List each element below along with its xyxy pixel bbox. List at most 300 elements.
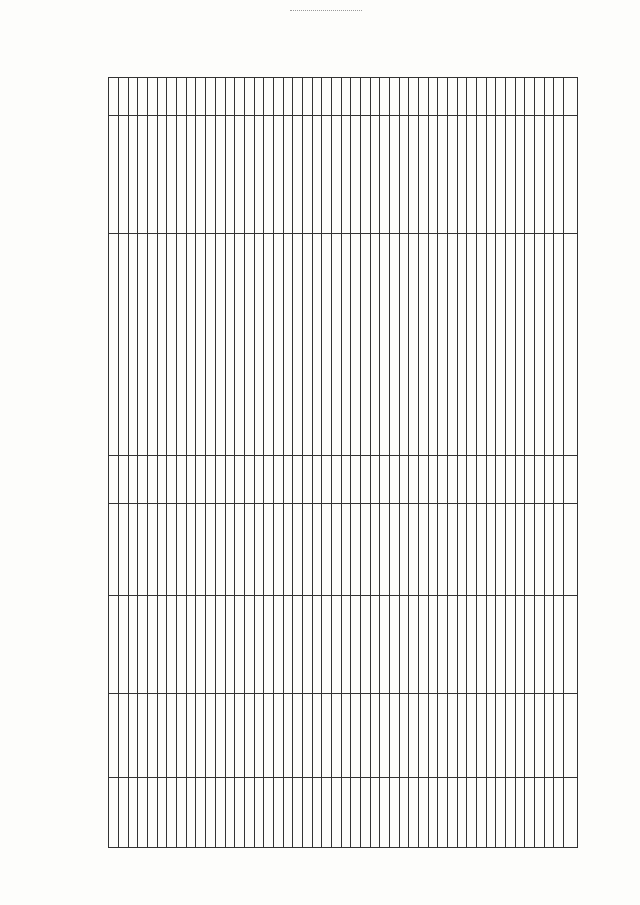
table-cell xyxy=(225,116,235,234)
table-cell xyxy=(380,596,390,694)
table-cell xyxy=(273,116,283,234)
table-cell xyxy=(447,78,457,116)
table-cell xyxy=(457,596,467,694)
table-cell xyxy=(322,78,332,116)
table-cell xyxy=(457,504,467,596)
table-cell xyxy=(351,596,361,694)
table-row xyxy=(399,78,409,848)
table-cell xyxy=(109,78,119,116)
table-row xyxy=(293,78,303,848)
table-cell xyxy=(283,234,293,456)
table-cell xyxy=(186,456,196,504)
table-row xyxy=(254,78,264,848)
table-cell xyxy=(447,116,457,234)
table-cell xyxy=(206,78,216,116)
table-cell xyxy=(273,78,283,116)
table-row xyxy=(428,78,438,848)
table-cell xyxy=(157,456,167,504)
table-cell xyxy=(293,456,303,504)
table-cell xyxy=(418,116,428,234)
table-cell xyxy=(148,78,158,116)
table-cell xyxy=(389,504,399,596)
table-cell xyxy=(138,234,148,456)
table-cell xyxy=(302,116,312,234)
table-cell xyxy=(535,596,545,694)
table-cell xyxy=(409,456,419,504)
scan-mark xyxy=(290,10,362,11)
table-cell xyxy=(418,694,428,778)
table-header-cell xyxy=(564,596,578,694)
table-cell xyxy=(515,456,525,504)
table-cell xyxy=(167,504,177,596)
table-cell xyxy=(370,116,380,234)
table-cell xyxy=(389,78,399,116)
table-cell xyxy=(428,694,438,778)
table-cell xyxy=(544,504,554,596)
table-cell xyxy=(476,596,486,694)
table-cell xyxy=(360,778,370,848)
table-cell xyxy=(389,596,399,694)
table-cell xyxy=(186,116,196,234)
table-cell xyxy=(389,456,399,504)
table-cell xyxy=(302,504,312,596)
table-row xyxy=(544,78,554,848)
table-cell xyxy=(157,504,167,596)
table-cell xyxy=(380,778,390,848)
table-cell xyxy=(177,116,187,234)
table-cell xyxy=(322,596,332,694)
table-cell xyxy=(506,116,516,234)
table-cell xyxy=(506,504,516,596)
table-cell xyxy=(235,78,245,116)
table-cell xyxy=(535,78,545,116)
table-cell xyxy=(370,456,380,504)
table-cell xyxy=(525,778,535,848)
table-cell xyxy=(128,116,138,234)
table-cell xyxy=(128,234,138,456)
table-cell xyxy=(506,596,516,694)
table-cell xyxy=(486,78,496,116)
table-cell xyxy=(119,116,129,234)
table-cell xyxy=(457,778,467,848)
table-cell xyxy=(138,504,148,596)
table-row xyxy=(447,78,457,848)
table-cell xyxy=(148,778,158,848)
table-cell xyxy=(476,234,486,456)
table-row xyxy=(273,78,283,848)
table-cell xyxy=(544,778,554,848)
table-cell xyxy=(109,234,119,456)
table-cell xyxy=(148,234,158,456)
table-cell xyxy=(177,596,187,694)
table-cell xyxy=(302,234,312,456)
table-cell xyxy=(128,778,138,848)
table-cell xyxy=(322,694,332,778)
table-cell xyxy=(467,456,477,504)
table-cell xyxy=(515,234,525,456)
table-cell xyxy=(486,234,496,456)
table-cell xyxy=(351,456,361,504)
table-cell xyxy=(476,694,486,778)
table-row xyxy=(515,78,525,848)
table-cell xyxy=(341,694,351,778)
table-cell xyxy=(273,504,283,596)
table-cell xyxy=(438,596,448,694)
table-cell xyxy=(215,596,225,694)
table-cell xyxy=(331,78,341,116)
table-cell xyxy=(535,504,545,596)
table-row xyxy=(496,78,506,848)
table-cell xyxy=(535,694,545,778)
table-cell xyxy=(196,78,206,116)
table-cell xyxy=(302,596,312,694)
table-cell xyxy=(215,694,225,778)
table-cell xyxy=(525,456,535,504)
table-header-cell xyxy=(564,504,578,596)
table-cell xyxy=(438,116,448,234)
table-cell xyxy=(283,456,293,504)
table-cell xyxy=(447,456,457,504)
table-cell xyxy=(341,78,351,116)
table-cell xyxy=(476,778,486,848)
table-cell xyxy=(331,596,341,694)
table-cell xyxy=(322,778,332,848)
table-cell xyxy=(476,78,486,116)
table-cell xyxy=(496,234,506,456)
table-cell xyxy=(380,504,390,596)
table-cell xyxy=(273,456,283,504)
table-cell xyxy=(177,778,187,848)
table-row xyxy=(438,78,448,848)
table-cell xyxy=(109,116,119,234)
table-row xyxy=(215,78,225,848)
table-cell xyxy=(302,778,312,848)
table-cell xyxy=(447,504,457,596)
table-cell xyxy=(467,78,477,116)
table-cell xyxy=(186,778,196,848)
table-cell xyxy=(283,116,293,234)
table-cell xyxy=(351,694,361,778)
table-cell xyxy=(264,778,274,848)
table-cell xyxy=(225,778,235,848)
table-cell xyxy=(312,456,322,504)
table-row xyxy=(128,78,138,848)
table-cell xyxy=(225,504,235,596)
table-cell xyxy=(544,694,554,778)
table-cell xyxy=(409,504,419,596)
table-cell xyxy=(341,116,351,234)
table-row xyxy=(225,78,235,848)
table-cell xyxy=(428,234,438,456)
table-cell xyxy=(264,504,274,596)
table-cell xyxy=(157,694,167,778)
table-row xyxy=(235,78,245,848)
table-cell xyxy=(351,116,361,234)
table-cell xyxy=(215,78,225,116)
table-cell xyxy=(167,694,177,778)
table-cell xyxy=(293,504,303,596)
table-cell xyxy=(312,504,322,596)
table-cell xyxy=(360,456,370,504)
table-cell xyxy=(515,504,525,596)
table-cell xyxy=(157,78,167,116)
table-cell xyxy=(351,234,361,456)
register-body xyxy=(109,78,578,848)
table-cell xyxy=(264,596,274,694)
table-cell xyxy=(293,778,303,848)
table-cell xyxy=(109,456,119,504)
table-cell xyxy=(380,116,390,234)
table-cell xyxy=(486,504,496,596)
table-cell xyxy=(428,596,438,694)
table-cell xyxy=(244,694,254,778)
table-cell xyxy=(515,78,525,116)
table-cell xyxy=(293,78,303,116)
table-cell xyxy=(273,234,283,456)
table-cell xyxy=(496,116,506,234)
table-cell xyxy=(554,504,564,596)
table-cell xyxy=(128,456,138,504)
table-cell xyxy=(283,596,293,694)
table-cell xyxy=(370,504,380,596)
table-cell xyxy=(438,234,448,456)
table-row xyxy=(506,78,516,848)
table-cell xyxy=(496,78,506,116)
table-cell xyxy=(225,596,235,694)
table-cell xyxy=(215,504,225,596)
table-cell xyxy=(254,694,264,778)
table-row xyxy=(370,78,380,848)
table-cell xyxy=(447,694,457,778)
table-cell xyxy=(322,234,332,456)
table-cell xyxy=(409,116,419,234)
table-cell xyxy=(467,234,477,456)
table-cell xyxy=(177,234,187,456)
register-table xyxy=(108,77,578,848)
table-cell xyxy=(409,694,419,778)
table-header-cell xyxy=(564,116,578,234)
table-cell xyxy=(148,504,158,596)
table-cell xyxy=(119,694,129,778)
table-cell xyxy=(370,778,380,848)
table-cell xyxy=(283,504,293,596)
table-cell xyxy=(467,694,477,778)
table-cell xyxy=(186,694,196,778)
table-cell xyxy=(370,78,380,116)
table-cell xyxy=(535,778,545,848)
table-cell xyxy=(128,504,138,596)
table-cell xyxy=(148,456,158,504)
table-cell xyxy=(409,234,419,456)
table-cell xyxy=(554,456,564,504)
table-row xyxy=(554,78,564,848)
table-cell xyxy=(206,456,216,504)
table-cell xyxy=(438,456,448,504)
table-cell xyxy=(119,778,129,848)
table-row xyxy=(418,78,428,848)
table-cell xyxy=(447,778,457,848)
table-cell xyxy=(148,116,158,234)
table-cell xyxy=(157,596,167,694)
table-cell xyxy=(554,694,564,778)
table-cell xyxy=(293,234,303,456)
table-cell xyxy=(109,504,119,596)
table-cell xyxy=(399,456,409,504)
table-row xyxy=(351,78,361,848)
table-cell xyxy=(506,234,516,456)
table-row xyxy=(380,78,390,848)
table-cell xyxy=(399,78,409,116)
table-cell xyxy=(389,694,399,778)
table-cell xyxy=(428,78,438,116)
table-cell xyxy=(506,694,516,778)
table-cell xyxy=(109,596,119,694)
table-cell xyxy=(476,504,486,596)
table-cell xyxy=(341,234,351,456)
table-cell xyxy=(244,78,254,116)
table-cell xyxy=(225,694,235,778)
table-row xyxy=(467,78,477,848)
table-cell xyxy=(206,778,216,848)
table-cell xyxy=(535,234,545,456)
table-cell xyxy=(206,504,216,596)
table-cell xyxy=(554,234,564,456)
table-row xyxy=(148,78,158,848)
table-cell xyxy=(525,504,535,596)
table-cell xyxy=(264,694,274,778)
table-cell xyxy=(186,234,196,456)
table-cell xyxy=(370,596,380,694)
table-cell xyxy=(177,694,187,778)
table-cell xyxy=(457,116,467,234)
table-cell xyxy=(148,596,158,694)
table-header-cell xyxy=(564,778,578,848)
table-cell xyxy=(215,116,225,234)
table-cell xyxy=(515,694,525,778)
table-cell xyxy=(467,504,477,596)
table-cell xyxy=(254,78,264,116)
table-cell xyxy=(360,504,370,596)
table-cell xyxy=(235,116,245,234)
table-cell xyxy=(109,778,119,848)
table-cell xyxy=(244,504,254,596)
table-cell xyxy=(273,596,283,694)
table-cell xyxy=(525,78,535,116)
table-header-cell xyxy=(564,78,578,116)
table-cell xyxy=(186,504,196,596)
table-cell xyxy=(244,596,254,694)
table-cell xyxy=(119,504,129,596)
table-cell xyxy=(389,234,399,456)
table-cell xyxy=(544,596,554,694)
table-row xyxy=(206,78,216,848)
table-cell xyxy=(167,778,177,848)
table-cell xyxy=(496,596,506,694)
table-cell xyxy=(525,596,535,694)
table-row xyxy=(302,78,312,848)
table-cell xyxy=(486,694,496,778)
table-cell xyxy=(331,504,341,596)
table-cell xyxy=(293,596,303,694)
table-cell xyxy=(322,456,332,504)
table-cell xyxy=(525,234,535,456)
table-cell xyxy=(380,234,390,456)
table-cell xyxy=(196,778,206,848)
table-cell xyxy=(177,504,187,596)
table-cell xyxy=(457,234,467,456)
table-header-cell xyxy=(564,234,578,456)
table-cell xyxy=(428,116,438,234)
table-row xyxy=(186,78,196,848)
table-cell xyxy=(544,78,554,116)
table-cell xyxy=(167,596,177,694)
table-cell xyxy=(457,78,467,116)
table-cell xyxy=(138,78,148,116)
table-cell xyxy=(370,694,380,778)
table-cell xyxy=(196,504,206,596)
table-cell xyxy=(544,116,554,234)
table-cell xyxy=(554,596,564,694)
table-cell xyxy=(535,116,545,234)
table-cell xyxy=(312,116,322,234)
table-cell xyxy=(225,234,235,456)
table-cell xyxy=(206,234,216,456)
table-cell xyxy=(554,116,564,234)
table-cell xyxy=(128,596,138,694)
table-cell xyxy=(273,778,283,848)
table-cell xyxy=(418,234,428,456)
table-cell xyxy=(235,694,245,778)
table-cell xyxy=(196,596,206,694)
table-cell xyxy=(206,116,216,234)
table-cell xyxy=(438,694,448,778)
table-cell xyxy=(515,596,525,694)
table-cell xyxy=(535,456,545,504)
table-cell xyxy=(322,504,332,596)
table-cell xyxy=(157,234,167,456)
table-row xyxy=(196,78,206,848)
table-cell xyxy=(428,504,438,596)
table-cell xyxy=(264,456,274,504)
table-cell xyxy=(486,116,496,234)
table-cell xyxy=(244,456,254,504)
table-cell xyxy=(496,456,506,504)
table-cell xyxy=(525,694,535,778)
table-cell xyxy=(418,78,428,116)
table-cell xyxy=(476,116,486,234)
table-cell xyxy=(186,596,196,694)
table-cell xyxy=(399,596,409,694)
table-cell xyxy=(283,694,293,778)
table-cell xyxy=(119,78,129,116)
table-row xyxy=(244,78,254,848)
table-cell xyxy=(360,116,370,234)
table-cell xyxy=(119,456,129,504)
table-cell xyxy=(380,78,390,116)
table-cell xyxy=(389,116,399,234)
table-cell xyxy=(235,234,245,456)
table-cell xyxy=(128,694,138,778)
table-cell xyxy=(496,694,506,778)
table-cell xyxy=(196,694,206,778)
table-cell xyxy=(244,116,254,234)
table-cell xyxy=(302,78,312,116)
table-cell xyxy=(544,456,554,504)
table-cell xyxy=(428,778,438,848)
table-cell xyxy=(196,456,206,504)
table-cell xyxy=(380,456,390,504)
table-cell xyxy=(244,778,254,848)
